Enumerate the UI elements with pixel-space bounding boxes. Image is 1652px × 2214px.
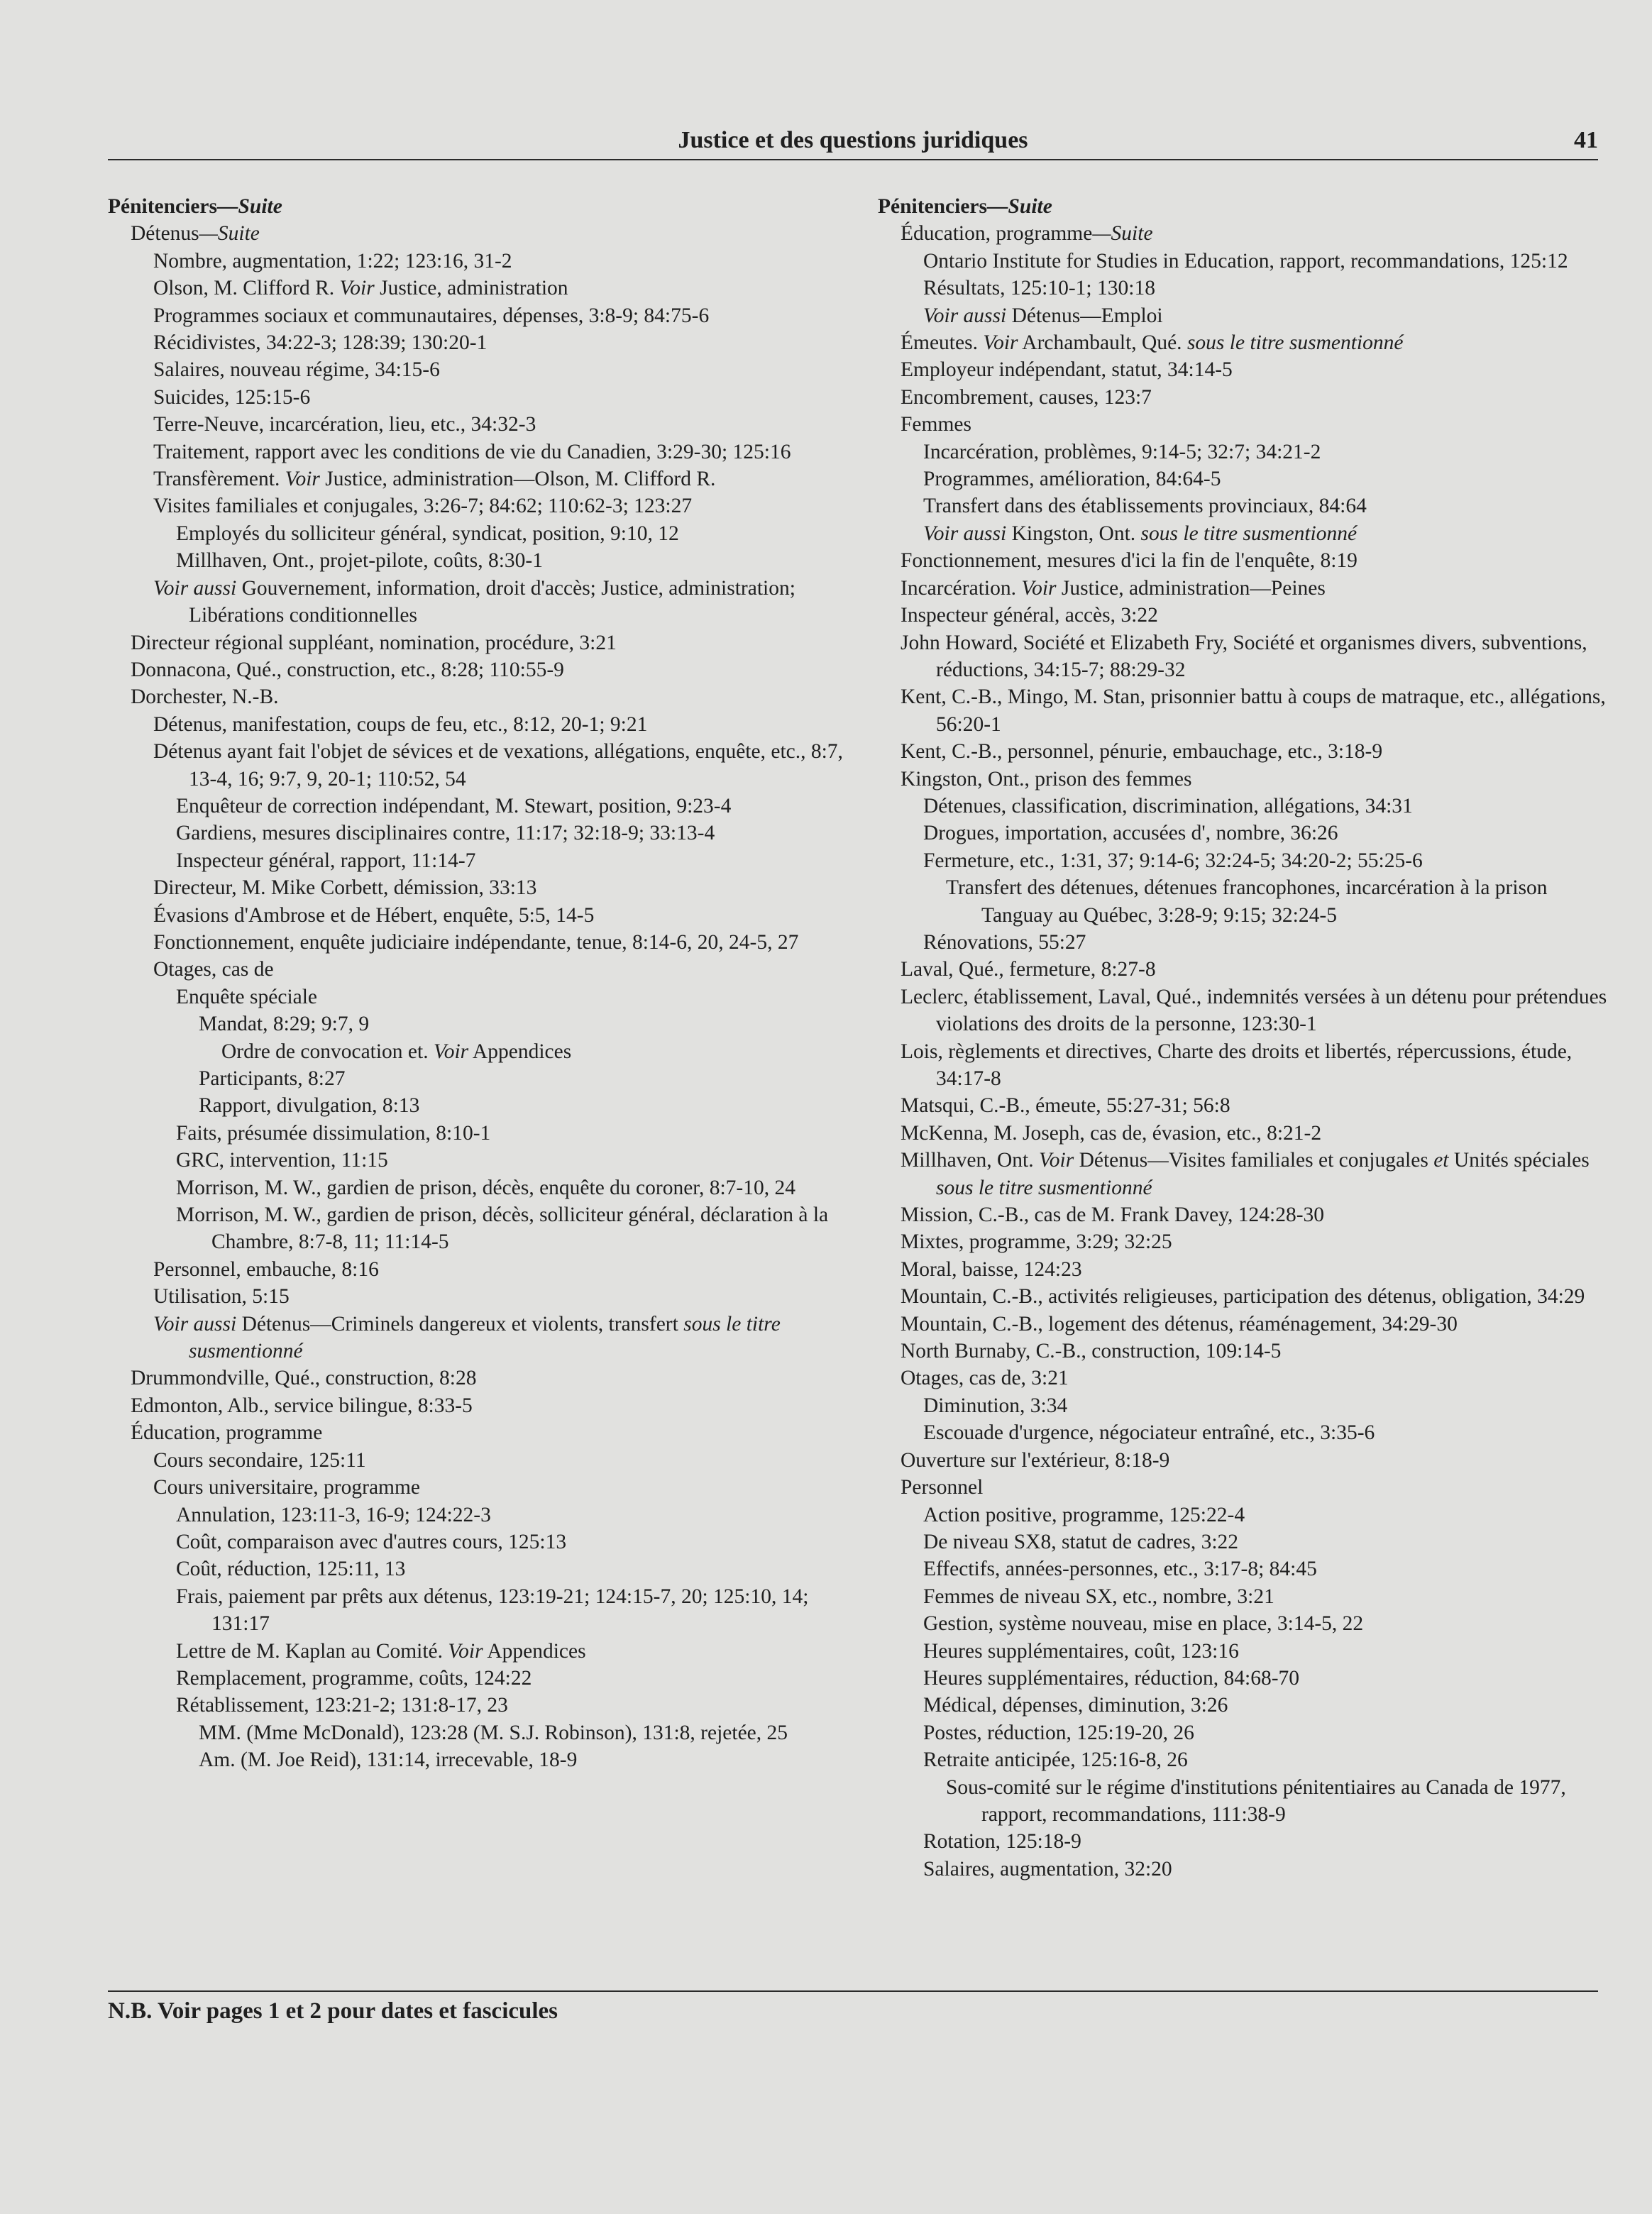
entry-text: Femmes de niveau SX, etc., nombre, 3:21: [923, 1585, 1274, 1608]
index-entry: [108, 1392, 846, 1419]
index-heading: [878, 193, 1612, 220]
entry-text: Donnacona, Qué., construction, etc., 8:28; 110:55-9: [131, 658, 564, 681]
entry-text: —Suite: [199, 222, 260, 246]
entry-text: Lois, règlements et directives, Charte des droits et libertés, répercussions, étude, 34:17-8: [901, 1040, 1573, 1090]
entry-text: Lettre de M. Kaplan au Comité.: [176, 1639, 448, 1663]
index-entry: [878, 1529, 1612, 1555]
index-entry: [108, 384, 846, 411]
index-entry: [108, 793, 846, 820]
entry-text: sous le titre susmentionné: [1140, 522, 1358, 545]
index-entry: [878, 1311, 1612, 1338]
index-entry: [108, 1447, 846, 1474]
index-entry: [108, 1555, 846, 1582]
entry-text: Mountain, C.-B., logement des détenus, réaménagement, 34:29-30: [901, 1312, 1458, 1335]
index-entry: [108, 575, 846, 629]
entry-text: Cours secondaire, 125:11: [153, 1448, 366, 1472]
index-entry: [878, 847, 1612, 874]
page-number: 41: [1574, 127, 1598, 153]
index-entry: [878, 1038, 1612, 1093]
index-entry: [878, 1774, 1612, 1829]
entry-text: Détenus ayant fait l'objet de sévices et de vexations, allégations, enquête, etc., 8:7, 13-4, 16; 9:7, 9, 20-1; 110:52, 54: [153, 740, 843, 791]
entry-text: Détenus—Emploi: [1006, 304, 1163, 327]
index-entry: [878, 575, 1612, 602]
entry-text: Transfert des détenues, détenues francophones, incarcération à la prison Tanguay au Québec, 3:28-9; 9:15; 32:24-5: [946, 876, 1548, 927]
entry-text: Rénovations, 55:27: [923, 930, 1086, 954]
entry-text: —Suite: [217, 195, 282, 218]
index-entry: [878, 1228, 1612, 1255]
entry-text: Ontario Institute for Studies in Education, rapport, recommandations, 125:12: [923, 249, 1568, 272]
entry-text: sous le titre susmentionné: [936, 1176, 1152, 1199]
entry-text: Mission, C.-B., cas de M. Frank Davey, 124:28-30: [901, 1204, 1325, 1227]
entry-text: Rétablissement, 123:21-2; 131:8-17, 23: [176, 1694, 508, 1717]
index-entry: [108, 820, 846, 847]
entry-text: Voir aussi: [923, 522, 1007, 545]
entry-text: Traitement, rapport avec les conditions de vie du Canadien, 3:29-30; 125:16: [153, 440, 791, 463]
index-entry: [108, 656, 846, 683]
footnote: N.B. Voir pages 1 et 2 pour dates et fascicules: [108, 1998, 558, 2024]
index-entry: [108, 1092, 846, 1119]
entry-text: Salaires, augmentation, 32:20: [923, 1857, 1172, 1880]
entry-text: Voir: [285, 468, 320, 491]
entry-text: Otages, cas de, 3:21: [901, 1367, 1069, 1390]
index-entry: [108, 1065, 846, 1092]
entry-text: Pénitenciers: [108, 195, 217, 218]
entry-text: Pénitenciers: [878, 195, 987, 218]
entry-text: Am. (M. Joe Reid), 131:14, irrecevable, 18-9: [199, 1748, 578, 1772]
entry-text: Transfèrement.: [153, 468, 285, 491]
entry-text: Visites familiales et conjugales, 3:26-7; 84:62; 110:62-3; 123:27: [153, 495, 693, 518]
index-entry: [108, 547, 846, 574]
entry-text: Drummondville, Qué., construction, 8:28: [131, 1367, 477, 1390]
entry-text: Olson, M. Clifford R.: [153, 277, 340, 300]
entry-text: Résultats, 125:10-1; 130:18: [923, 277, 1155, 300]
entry-text: Mixtes, programme, 3:29; 32:25: [901, 1230, 1172, 1254]
entry-text: Diminution, 3:34: [923, 1394, 1068, 1417]
entry-text: Action positive, programme, 125:22-4: [923, 1503, 1245, 1526]
entry-text: Gardiens, mesures disciplinaires contre, 11:17; 32:18-9; 33:13-4: [176, 822, 715, 845]
index-column-right: [878, 193, 1612, 1883]
index-entry: [108, 220, 846, 247]
header-rule: [108, 159, 1598, 160]
index-heading: [108, 193, 846, 220]
index-entry: [108, 1419, 846, 1446]
index-entry: [878, 275, 1612, 302]
entry-text: Archambault, Qué.: [1018, 331, 1187, 355]
entry-text: sous le titre susmentionné: [1186, 331, 1404, 355]
entry-text: Justice, administration—Olson, M. Clifford R.: [319, 468, 716, 491]
index-entry: [108, 683, 846, 710]
index-entry: [878, 1610, 1612, 1637]
index-entry: [878, 738, 1612, 765]
entry-text: Médical, dépenses, diminution, 3:26: [923, 1694, 1228, 1717]
entry-text: Morrison, M. W., gardien de prison, décès, enquête du coroner, 8:7-10, 24: [176, 1176, 795, 1199]
index-entry: [878, 956, 1612, 983]
entry-text: Sous-comité sur le régime d'institutions pénitentiaires au Canada de 1977, rapport, recommandations, 111:38-9: [946, 1775, 1566, 1826]
index-entry: [108, 1502, 846, 1529]
entry-text: Détenus, manifestation, coups de feu, etc., 8:12, 20-1; 9:21: [153, 712, 648, 736]
entry-text: Fonctionnement, enquête judiciaire indépendante, tenue, 8:14-6, 20, 24-5, 27: [153, 930, 799, 954]
index-entry: [878, 1283, 1612, 1310]
index-entry: [108, 1665, 846, 1692]
index-entry: [878, 302, 1612, 329]
index-entry: [108, 1120, 846, 1147]
entry-text: Coût, réduction, 125:11, 13: [176, 1558, 406, 1581]
index-entry: [108, 874, 846, 901]
index-entry: [108, 984, 846, 1010]
entry-text: Voir aussi: [923, 304, 1007, 327]
entry-text: Rapport, divulgation, 8:13: [199, 1094, 420, 1118]
index-entry: [108, 956, 846, 983]
entry-text: Terre-Neuve, incarcération, lieu, etc., 34:32-3: [153, 413, 536, 436]
entry-text: Voir aussi: [153, 576, 237, 600]
entry-text: Voir: [983, 331, 1018, 355]
entry-text: Kent, C.-B., Mingo, M. Stan, prisonnier battu à coups de matraque, etc., allégations, 56:20-1: [901, 685, 1606, 736]
entry-text: Ordre de convocation et.: [221, 1040, 434, 1063]
index-entry: [108, 629, 846, 656]
entry-text: John Howard, Société et Elizabeth Fry, Société et organismes divers, subventions, réductions, 34:15-7; 88:29-32: [901, 631, 1587, 681]
entry-text: Participants, 8:27: [199, 1067, 346, 1090]
index-entry: [108, 902, 846, 929]
index-entry: [878, 329, 1612, 356]
entry-text: Edmonton, Alb., service bilingue, 8:33-5: [131, 1394, 473, 1417]
entry-text: Suicides, 125:15-6: [153, 385, 311, 409]
entry-text: Personnel, embauche, 8:16: [153, 1257, 379, 1281]
entry-text: GRC, intervention, 11:15: [176, 1149, 388, 1172]
entry-text: McKenna, M. Joseph, cas de, évasion, etc., 8:21-2: [901, 1121, 1322, 1145]
index-entry: [108, 248, 846, 275]
entry-text: Détenus: [131, 222, 199, 246]
index-entry: [108, 275, 846, 302]
entry-text: MM. (Mme McDonald), 123:28 (M. S.J. Robinson), 131:8, rejetée, 25: [199, 1721, 788, 1744]
entry-text: Détenus—Visites familiales et conjugales: [1074, 1149, 1434, 1172]
index-entry: [878, 248, 1612, 275]
entry-text: Inspecteur général, rapport, 11:14-7: [176, 849, 476, 872]
entry-text: Salaires, nouveau régime, 34:15-6: [153, 358, 440, 382]
entry-text: Employeur indépendant, statut, 34:14-5: [901, 358, 1233, 382]
index-entry: [108, 1256, 846, 1283]
index-entry: [108, 1365, 846, 1392]
entry-text: Enquêteur de correction indépendant, M. Stewart, position, 9:23-4: [176, 794, 732, 817]
entry-text: Voir: [433, 1040, 469, 1063]
entry-text: Heures supplémentaires, coût, 123:16: [923, 1639, 1239, 1663]
entry-text: Personnel: [901, 1476, 984, 1499]
index-entry: [108, 1692, 846, 1719]
entry-text: Détenues, classification, discrimination, allégations, 34:31: [923, 794, 1413, 817]
entry-text: Postes, réduction, 125:19-20, 26: [923, 1721, 1194, 1744]
entry-text: Directeur régional suppléant, nomination, procédure, 3:21: [131, 631, 617, 654]
entry-text: Incarcération.: [901, 576, 1022, 600]
entry-text: Fonctionnement, mesures d'ici la fin de l'enquête, 8:19: [901, 549, 1358, 573]
entry-text: —Suite: [1092, 222, 1153, 246]
index-entry: [108, 1283, 846, 1310]
index-entry: [108, 1147, 846, 1174]
entry-text: Unités spéciales: [1448, 1149, 1590, 1172]
index-entry: [878, 1474, 1612, 1501]
entry-text: Drogues, importation, accusées d', nombre, 36:26: [923, 822, 1338, 845]
entry-text: Faits, présumée dissimulation, 8:10-1: [176, 1121, 491, 1145]
index-entry: [878, 520, 1612, 547]
entry-text: Laval, Qué., fermeture, 8:27-8: [901, 958, 1156, 981]
entry-text: Kingston, Ont.: [1006, 522, 1141, 545]
entry-text: Leclerc, établissement, Laval, Qué., indemnités versées à un détenu pour prétendues violations des droits de la personne, 123:30-1: [901, 985, 1607, 1036]
entry-text: Voir: [448, 1639, 483, 1663]
entry-text: Fermeture, etc., 1:31, 37; 9:14-6; 32:24-5; 34:20-2; 55:25-6: [923, 849, 1423, 872]
entry-text: Remplacement, programme, coûts, 124:22: [176, 1666, 532, 1690]
index-entry: [878, 1828, 1612, 1855]
entry-text: Annulation, 123:11-3, 16-9; 124:22-3: [176, 1503, 491, 1526]
index-entry: [878, 1502, 1612, 1529]
index-entry: [878, 220, 1612, 247]
entry-text: Utilisation, 5:15: [153, 1285, 290, 1309]
index-entry: [878, 984, 1612, 1038]
index-entry: [878, 1392, 1612, 1419]
index-entry: [878, 1583, 1612, 1610]
index-entry: [108, 1010, 846, 1037]
entry-text: Kingston, Ont., prison des femmes: [901, 767, 1192, 791]
entry-text: Voir: [339, 277, 375, 300]
entry-text: Ouverture sur l'extérieur, 8:18-9: [901, 1448, 1170, 1472]
entry-text: Frais, paiement par prêts aux détenus, 123:19-21; 124:15-7, 20; 125:10, 14; 131:17: [176, 1585, 809, 1636]
index-entry: [878, 820, 1612, 847]
index-entry: [878, 602, 1612, 629]
entry-text: Employés du solliciteur général, syndicat, position, 9:10, 12: [176, 522, 679, 545]
index-entry: [108, 329, 846, 356]
index-entry: [878, 1692, 1612, 1719]
entry-text: Heures supplémentaires, réduction, 84:68-70: [923, 1666, 1300, 1690]
index-entry: [108, 439, 846, 466]
entry-text: Mandat, 8:29; 9:7, 9: [199, 1013, 370, 1036]
index-entry: [878, 766, 1612, 793]
entry-text: Récidivistes, 34:22-3; 128:39; 130:20-1: [153, 331, 488, 355]
entry-text: Éducation, programme: [131, 1421, 323, 1445]
entry-text: De niveau SX8, statut de cadres, 3:22: [923, 1530, 1239, 1553]
entry-text: Incarcération, problèmes, 9:14-5; 32:7; 34:21-2: [923, 440, 1321, 463]
index-entry: [878, 384, 1612, 411]
page-header: [108, 125, 1598, 160]
index-entry: [878, 1665, 1612, 1692]
entry-text: Enquête spéciale: [176, 985, 318, 1008]
index-entry: [878, 356, 1612, 383]
index-entry: [878, 1338, 1612, 1365]
entry-text: Inspecteur général, accès, 3:22: [901, 604, 1158, 627]
entry-text: Effectifs, années-personnes, etc., 3:17-8; 84:45: [923, 1558, 1317, 1581]
entry-text: Directeur, M. Mike Corbett, démission, 33:13: [153, 876, 537, 900]
index-entry: [878, 1256, 1612, 1283]
index-entry: [108, 847, 846, 874]
index-entry: [108, 492, 846, 519]
entry-text: Encombrement, causes, 123:7: [901, 385, 1152, 409]
index-entry: [878, 439, 1612, 466]
index-entry: [878, 1719, 1612, 1746]
index-entry: [878, 793, 1612, 820]
index-entry: [878, 1092, 1612, 1119]
index-entry: [108, 738, 846, 793]
entry-text: Morrison, M. W., gardien de prison, décès, solliciteur général, déclaration à la Chambre, 8:7-8, 11; 11:14-5: [176, 1204, 829, 1254]
index-entry: [108, 1583, 846, 1638]
index-entry: [878, 466, 1612, 492]
entry-text: Éducation, programme: [901, 222, 1093, 246]
index-entry: [108, 929, 846, 956]
index-entry: [108, 520, 846, 547]
entry-text: Programmes, amélioration, 84:64-5: [923, 468, 1221, 491]
index-entry: [108, 302, 846, 329]
index-entry: [108, 1719, 846, 1746]
index-entry: [108, 1174, 846, 1201]
entry-text: Voir: [1021, 576, 1057, 600]
index-entry: [878, 874, 1612, 929]
index-entry: [878, 1555, 1612, 1582]
index-entry: [108, 1746, 846, 1773]
entry-text: Escouade d'urgence, négociateur entraîné, etc., 3:35-6: [923, 1421, 1375, 1445]
footer-rule: [108, 1990, 1598, 1992]
entry-text: Appendices: [483, 1639, 586, 1663]
index-entry: [878, 1746, 1612, 1773]
index-entry: [878, 1201, 1612, 1228]
index-entry: [108, 1638, 846, 1665]
entry-text: Voir aussi: [153, 1312, 237, 1335]
index-entry: [108, 356, 846, 383]
entry-text: Évasions d'Ambrose et de Hébert, enquête, 5:5, 14-5: [153, 903, 595, 927]
index-entry: [878, 1365, 1612, 1392]
entry-text: Rotation, 125:18-9: [923, 1830, 1081, 1854]
entry-text: Émeutes.: [901, 331, 984, 355]
index-entry: [108, 411, 846, 438]
index-entry: [878, 547, 1612, 574]
entry-text: Transfert dans des établissements provinciaux, 84:64: [923, 495, 1367, 518]
entry-text: Voir: [1039, 1149, 1074, 1172]
entry-text: Matsqui, C.-B., émeute, 55:27-31; 56:8: [901, 1094, 1230, 1118]
page-title: Justice et des questions juridiques: [678, 127, 1028, 153]
index-entry: [878, 929, 1612, 956]
index-entry: [108, 466, 846, 492]
index-entry: [878, 492, 1612, 519]
entry-text: Dorchester, N.-B.: [131, 685, 279, 709]
index-entry: [878, 411, 1612, 438]
entry-text: Gouvernement, information, droit d'accès; Justice, administration; Libérations conditionnelles: [189, 576, 795, 627]
entry-text: Justice, administration: [374, 277, 568, 300]
index-entry: [878, 629, 1612, 684]
entry-text: Nombre, augmentation, 1:22; 123:16, 31-2: [153, 249, 512, 272]
index-entry: [108, 1038, 846, 1065]
index-entry: [108, 711, 846, 738]
index-entry: [878, 1856, 1612, 1883]
entry-text: Millhaven, Ont., projet-pilote, coûts, 8:30-1: [176, 549, 543, 573]
index-entry: [108, 1474, 846, 1501]
entry-text: Millhaven, Ont.: [901, 1149, 1040, 1172]
index-entry: [878, 1419, 1612, 1446]
entry-text: Femmes: [901, 413, 971, 436]
index-entry: [878, 683, 1612, 738]
entry-text: Moral, baisse, 124:23: [901, 1257, 1082, 1281]
index-entry: [878, 1120, 1612, 1147]
index-entry: [108, 1201, 846, 1256]
entry-text: et: [1433, 1149, 1449, 1172]
entry-text: sous le titre susmentionné: [189, 1312, 781, 1363]
index-entry: [108, 1311, 846, 1365]
entry-text: Appendices: [468, 1040, 572, 1063]
entry-text: Otages, cas de: [153, 958, 274, 981]
entry-text: Coût, comparaison avec d'autres cours, 125:13: [176, 1530, 567, 1553]
entry-text: Mountain, C.-B., activités religieuses, participation des détenus, obligation, 34:29: [901, 1285, 1585, 1309]
index-entry: [878, 1147, 1612, 1201]
entry-text: Justice, administration—Peines: [1056, 576, 1326, 600]
entry-text: North Burnaby, C.-B., construction, 109:14-5: [901, 1340, 1282, 1363]
index-entry: [878, 1447, 1612, 1474]
entry-text: Détenus—Criminels dangereux et violents, transfert: [236, 1312, 684, 1335]
entry-text: Retraite anticipée, 125:16-8, 26: [923, 1748, 1188, 1772]
entry-text: Gestion, système nouveau, mise en place, 3:14-5, 22: [923, 1612, 1364, 1636]
entry-text: Kent, C.-B., personnel, pénurie, embauchage, etc., 3:18-9: [901, 740, 1383, 764]
entry-text: —Suite: [987, 195, 1052, 218]
index-entry: [878, 1638, 1612, 1665]
entry-text: Programmes sociaux et communautaires, dépenses, 3:8-9; 84:75-6: [153, 304, 710, 327]
entry-text: Cours universitaire, programme: [153, 1476, 421, 1499]
index-entry: [108, 1529, 846, 1555]
index-column-left: [108, 193, 846, 1774]
